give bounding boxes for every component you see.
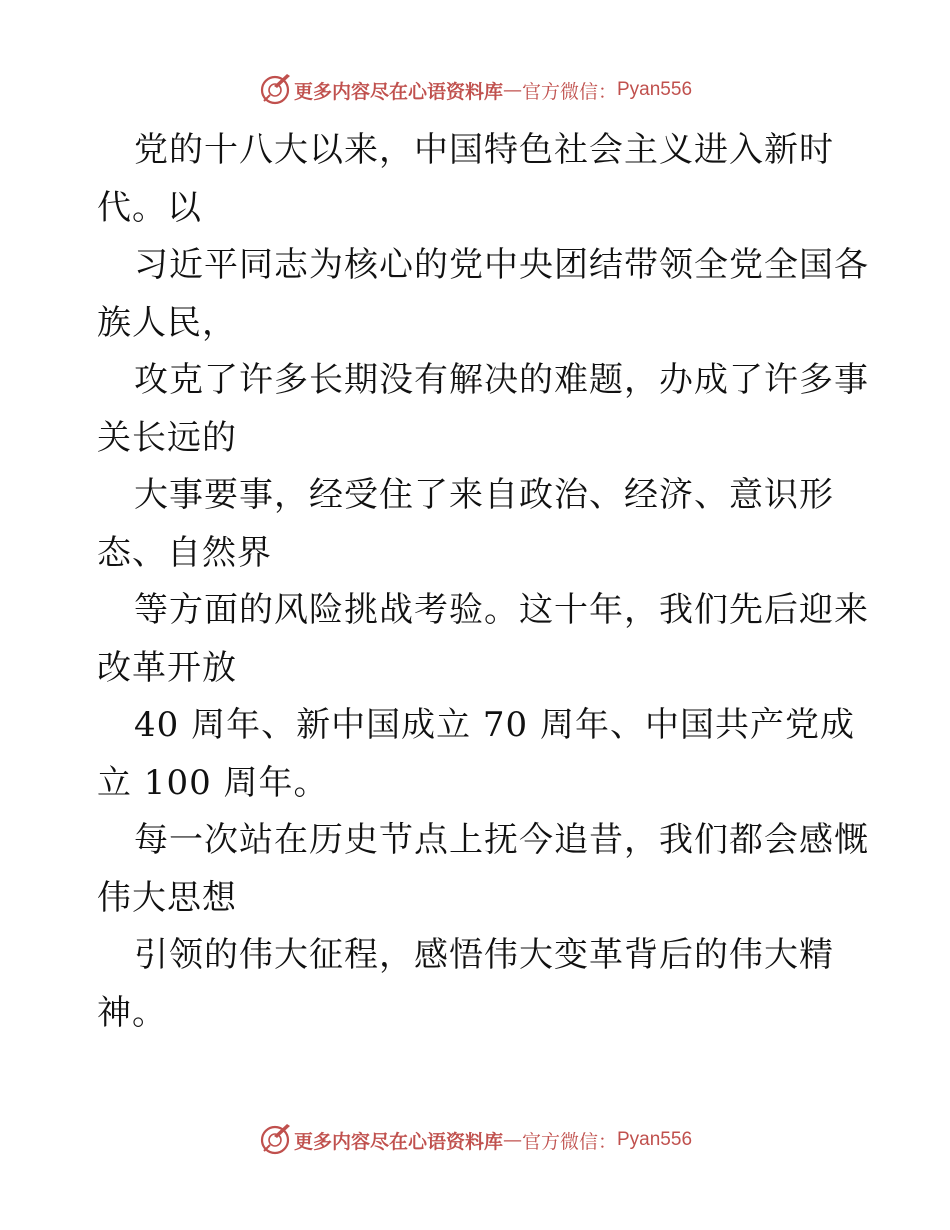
- text-line: 立 100 周年。: [97, 762, 329, 803]
- watermark-title: 更多内容尽在心语资料库: [293, 1130, 503, 1153]
- text-line: 40 周年、新中国成立 70 周年、中国共产党成: [134, 705, 855, 745]
- pen-nib-circle-icon: [258, 73, 292, 107]
- header-watermark: [0, 70, 950, 110]
- text-line: 等方面的风险挑战考验。这十年，我们先后迎来: [134, 590, 869, 630]
- text-line: 每一次站在历史节点上抚今追昔，我们都会感慨: [134, 820, 869, 860]
- text-line: 大事要事，经受住了来自政治、经济、意识形: [134, 475, 834, 515]
- text-line: 改革开放: [97, 647, 237, 688]
- text-line: 习近平同志为核心的党中央团结带领全党全国各: [134, 245, 869, 285]
- footer-watermark: [0, 1120, 950, 1160]
- watermark-dash: —: [502, 79, 522, 101]
- text-line: 代。以: [97, 187, 202, 228]
- text-line: 神。: [97, 992, 167, 1033]
- text-line: 党的十八大以来，中国特色社会主义进入新时: [134, 130, 834, 170]
- text-line: 伟大思想: [97, 877, 237, 918]
- watermark-label: 官方微信：: [521, 1130, 617, 1153]
- text-line: 族人民，: [97, 302, 237, 343]
- pen-nib-circle-icon: [258, 1123, 292, 1157]
- body-text: [97, 122, 867, 1042]
- watermark-title: 更多内容尽在心语资料库: [293, 80, 503, 103]
- watermark-dash: —: [502, 1129, 522, 1151]
- text-line: 攻克了许多长期没有解决的难题，办成了许多事: [134, 360, 869, 400]
- watermark-wechat-id: Pyan556: [617, 1129, 693, 1150]
- watermark-wechat-id: Pyan556: [617, 79, 693, 100]
- watermark-label: 官方微信：: [521, 80, 617, 103]
- text-line: 关长远的: [97, 417, 237, 458]
- text-line: 态、自然界: [97, 532, 272, 573]
- text-line: 引领的伟大征程，感悟伟大变革背后的伟大精: [134, 935, 834, 975]
